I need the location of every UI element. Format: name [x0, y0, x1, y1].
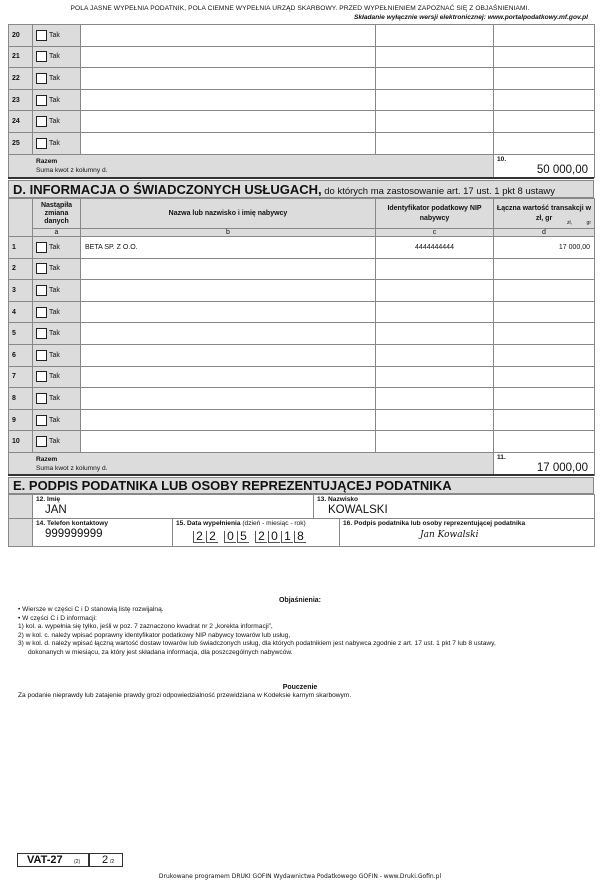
transaction-value-cell[interactable] — [494, 68, 595, 90]
date-digit: 2 — [255, 531, 267, 543]
tak-label: Tak — [49, 74, 60, 82]
checkbox-icon[interactable] — [36, 263, 47, 274]
phone-value: 999999999 — [45, 528, 103, 540]
form-version: (2) — [74, 859, 81, 865]
change-checkbox[interactable] — [33, 388, 81, 410]
tak-label: Tak — [49, 438, 60, 446]
change-checkbox[interactable] — [33, 344, 81, 366]
section-d-sum-row — [9, 452, 595, 475]
change-checkbox[interactable] — [33, 409, 81, 431]
tak-label: Tak — [49, 96, 60, 104]
tak-label: Tak — [49, 139, 60, 147]
section-d-row — [9, 388, 595, 410]
buyer-nip-cell[interactable] — [376, 280, 494, 302]
buyer-nip-cell[interactable] — [376, 366, 494, 388]
section-d-sum-sublabel: Suma kwot z kolumny d. — [36, 464, 108, 472]
row-number: 8 — [9, 388, 33, 410]
form-code-box — [17, 853, 89, 867]
buyer-name-cell[interactable] — [81, 46, 376, 68]
column-d-gr: gr — [586, 220, 591, 226]
transaction-value-cell[interactable] — [494, 431, 595, 453]
date-digit: 2 — [206, 531, 218, 543]
change-checkbox[interactable] — [33, 301, 81, 323]
buyer-name-cell[interactable] — [81, 89, 376, 111]
change-checkbox[interactable] — [33, 431, 81, 453]
section-d-title: D. INFORMACJA O ŚWIADCZONYCH USŁUGACH, — [13, 182, 322, 197]
transaction-value-cell[interactable] — [494, 301, 595, 323]
section-e-title: E. PODPIS PODATNIKA LUB OSOBY REPREZENTUJĄCEJ PODATNIKA — [13, 478, 452, 493]
row-number: 20 — [9, 25, 33, 47]
row-number: 5 — [9, 323, 33, 345]
row-number: 6 — [9, 344, 33, 366]
change-checkbox[interactable] — [33, 323, 81, 345]
section-d-row — [9, 344, 595, 366]
field-10-cell[interactable] — [494, 154, 595, 177]
checkbox-icon[interactable] — [36, 51, 47, 62]
buyer-name-cell[interactable] — [81, 323, 376, 345]
buyer-nip-cell[interactable] — [376, 111, 494, 133]
row-number: 10 — [9, 431, 33, 453]
transaction-value-cell[interactable] — [494, 111, 595, 133]
section-d-row — [9, 409, 595, 431]
explanation-item: 1) kol. a. wypełnia się tylko, jeśli w poz. 7 zaznaczono kwadrat nr 2 „korekta informacji”, — [18, 623, 273, 630]
buyer-nip-cell[interactable] — [376, 89, 494, 111]
change-checkbox[interactable] — [33, 258, 81, 280]
buyer-name-cell[interactable] — [81, 280, 376, 302]
first-name-label: 12. Imię — [36, 496, 61, 503]
tak-label: Tak — [49, 243, 60, 251]
buyer-nip-cell[interactable] — [376, 258, 494, 280]
date-digits — [173, 528, 339, 543]
section-d-header-row — [9, 199, 595, 229]
column-d-label: Łączna wartość transakcji w zł, gr — [496, 204, 592, 222]
section-c-sum-label: Razem — [36, 157, 58, 165]
checkbox-icon[interactable] — [36, 328, 47, 339]
row-number: 25 — [9, 132, 33, 154]
date-digit: 0 — [268, 531, 280, 543]
buyer-name-cell[interactable] — [81, 301, 376, 323]
section-d-row — [9, 431, 595, 453]
phone-label: 14. Telefon kontaktowy — [36, 520, 109, 527]
section-d-sum-label: Razem — [36, 455, 58, 463]
transaction-value-cell[interactable] — [494, 366, 595, 388]
section-d-row — [9, 237, 595, 259]
notice-title: Pouczenie — [282, 684, 318, 691]
date-digit: 2 — [193, 531, 205, 543]
transaction-value-cell[interactable] — [494, 25, 595, 47]
buyer-name-cell[interactable] — [81, 111, 376, 133]
checkbox-icon[interactable] — [36, 350, 47, 361]
signature-image: Jan Kowalski — [420, 530, 479, 540]
row-number: 24 — [9, 111, 33, 133]
section-d-row — [9, 280, 595, 302]
buyer-name-cell[interactable] — [81, 258, 376, 280]
date-digit: 8 — [294, 531, 306, 543]
field-11-cell[interactable] — [494, 452, 595, 475]
checkbox-icon[interactable] — [36, 242, 47, 253]
section-d-subtitle: do których ma zastosowanie art. 17 ust. 1 pkt 8 ustawy — [321, 186, 556, 197]
buyer-nip-cell[interactable] — [376, 409, 494, 431]
section-c-sum-sublabel: Suma kwot z kolumny d. — [36, 166, 108, 174]
explanation-item: 2) w kol. c. należy wpisać poprawny identyfikator podatkowy NIP nabywcy towarów lub usług, — [18, 631, 291, 639]
section-e-table — [8, 494, 595, 547]
section-d-heading — [8, 180, 594, 198]
change-checkbox[interactable] — [33, 132, 81, 154]
explanation-item: dokonanych w miesiącu, za który jest składana informacja, dla poszczególnych nabywców. — [28, 648, 293, 656]
section-c-row — [9, 68, 595, 90]
header-electronic-note: Składanie wyłącznie wersji elektronicznej: www.portalpodatkowy.mf.gov.pl — [353, 14, 588, 21]
buyer-name-cell[interactable] — [81, 431, 376, 453]
buyer-nip-cell[interactable] — [376, 132, 494, 154]
tak-label: Tak — [49, 394, 60, 402]
buyer-name-cell[interactable] — [81, 409, 376, 431]
section-c-sum-row — [9, 154, 595, 177]
section-d-row — [9, 258, 595, 280]
section-c-row — [9, 25, 595, 47]
transaction-value-cell[interactable] — [494, 46, 595, 68]
tak-label: Tak — [49, 265, 60, 273]
field-11-number: 11. — [497, 453, 506, 461]
section-e-heading — [8, 477, 594, 494]
change-checkbox[interactable] — [33, 68, 81, 90]
checkbox-icon[interactable] — [36, 415, 47, 426]
checkbox-icon[interactable] — [36, 138, 47, 149]
date-digit: 5 — [237, 531, 249, 543]
tak-label: Tak — [49, 351, 60, 359]
explanations-body — [18, 606, 496, 657]
row-number: 21 — [9, 46, 33, 68]
tak-label: Tak — [49, 286, 60, 294]
date-digit: 0 — [224, 531, 236, 543]
explanation-item: 3) w kol. d. należy wpisać łączną wartość dostaw towarów lub świadczonych usług, dla których podatnikiem jest nabywca zgodnie z art. 17 ust. 1 pkt 7 lub 8 ustawy, — [18, 640, 496, 647]
phone-field[interactable] — [33, 519, 173, 547]
checkbox-icon[interactable] — [36, 95, 47, 106]
change-checkbox[interactable] — [33, 366, 81, 388]
field-10-number: 10. — [497, 155, 507, 163]
buyer-nip-cell[interactable] — [376, 323, 494, 345]
buyer-name-cell[interactable] — [81, 25, 376, 47]
section-d-row — [9, 323, 595, 345]
row-number: 4 — [9, 301, 33, 323]
column-d-header — [494, 199, 595, 229]
row-number: 22 — [9, 68, 33, 90]
signature-field[interactable] — [340, 519, 595, 547]
row-number: 2 — [9, 258, 33, 280]
last-name-field[interactable] — [314, 495, 595, 519]
change-checkbox[interactable] — [33, 89, 81, 111]
column-d-letter: d — [494, 229, 595, 237]
checkbox-icon[interactable] — [36, 30, 47, 41]
checkbox-icon[interactable] — [36, 116, 47, 127]
page-total: /2 — [110, 859, 115, 865]
tak-label: Tak — [49, 373, 60, 381]
last-name-value: KOWALSKI — [328, 504, 388, 516]
buyer-nip-cell[interactable]: 4444444444 — [376, 237, 494, 259]
column-b-letter: b — [81, 229, 376, 237]
row-number: 23 — [9, 89, 33, 111]
column-d-zl: zł, — [567, 220, 572, 226]
buyer-nip-cell[interactable] — [376, 301, 494, 323]
buyer-name-cell[interactable]: BETA SP. Z O.O. — [81, 237, 376, 259]
section-c-table — [8, 24, 595, 178]
transaction-value-cell[interactable] — [494, 280, 595, 302]
column-a-header: Nastąpiła zmiana danych — [33, 199, 81, 229]
transaction-value-cell[interactable] — [494, 258, 595, 280]
page-number: 2 — [102, 854, 109, 866]
row-number: 7 — [9, 366, 33, 388]
checkbox-icon[interactable] — [36, 73, 47, 84]
header-instruction: POLA JASNE WYPEŁNIA PODATNIK, POLA CIEMNE WYPEŁNIA URZĄD SKARBOWY. PRZED WYPEŁNIENIEM ZAPOZNAĆ SIĘ Z OBJAŚNIENIAMI. — [70, 5, 530, 12]
section-divider — [8, 474, 594, 476]
date-hint: (dzień - miesiąc - rok) — [240, 520, 306, 527]
section-c-row — [9, 111, 595, 133]
last-name-label: 13. Nazwisko — [317, 496, 359, 503]
section-divider — [8, 177, 594, 179]
row-number: 1 — [9, 237, 33, 259]
change-checkbox[interactable] — [33, 46, 81, 68]
checkbox-icon[interactable] — [36, 371, 47, 382]
tak-label: Tak — [49, 330, 60, 338]
column-letters-row — [9, 229, 595, 237]
row-number: 3 — [9, 280, 33, 302]
section-d-table — [8, 198, 595, 476]
section-d-row — [9, 366, 595, 388]
transaction-value-cell[interactable] — [494, 388, 595, 410]
buyer-name-cell[interactable] — [81, 344, 376, 366]
buyer-name-cell[interactable] — [81, 388, 376, 410]
explanation-bullet: • W części C i D informacji: — [18, 614, 97, 622]
transaction-value-cell[interactable] — [494, 344, 595, 366]
field-10-value: 50 000,00 — [536, 163, 588, 176]
tak-label: Tak — [49, 416, 60, 424]
section-d-row — [9, 301, 595, 323]
buyer-nip-cell[interactable] — [376, 431, 494, 453]
buyer-nip-cell[interactable] — [376, 388, 494, 410]
column-b-header: Nazwa lub nazwisko i imię nabywcy — [81, 199, 376, 229]
date-digit: 1 — [281, 531, 293, 543]
checkbox-icon[interactable] — [36, 436, 47, 447]
transaction-value-cell[interactable] — [494, 89, 595, 111]
row-number: 9 — [9, 409, 33, 431]
explanations-title: Objaśnienia: — [278, 597, 321, 604]
first-name-value: JAN — [45, 504, 67, 516]
tak-label: Tak — [49, 118, 60, 126]
transaction-value-cell[interactable] — [494, 323, 595, 345]
checkbox-icon[interactable] — [36, 307, 47, 318]
buyer-nip-cell[interactable] — [376, 25, 494, 47]
transaction-value-cell[interactable]: 17 000,00 — [494, 237, 595, 259]
date-label: 15. Data wypełnienia — [176, 520, 241, 527]
first-name-field[interactable] — [33, 495, 314, 519]
section-c-row — [9, 132, 595, 154]
change-checkbox[interactable] — [33, 280, 81, 302]
column-a-letter: a — [33, 229, 81, 237]
tak-label: Tak — [49, 31, 60, 39]
buyer-nip-cell[interactable] — [376, 46, 494, 68]
transaction-value-cell[interactable] — [494, 132, 595, 154]
change-checkbox[interactable] — [33, 111, 81, 133]
signature-label: 16. Podpis podatnika lub osoby reprezentującej podatnika — [343, 520, 526, 527]
section-c-row — [9, 89, 595, 111]
change-checkbox[interactable] — [33, 25, 81, 47]
buyer-name-cell[interactable] — [81, 366, 376, 388]
change-checkbox[interactable] — [33, 237, 81, 259]
page-number-box — [89, 853, 123, 867]
tak-label: Tak — [49, 53, 60, 61]
buyer-name-cell[interactable] — [81, 68, 376, 90]
buyer-nip-cell[interactable] — [376, 344, 494, 366]
column-c-header: Identyfikator podatkowy NIP nabywcy — [376, 199, 494, 229]
checkbox-icon[interactable] — [36, 285, 47, 296]
column-c-letter: c — [376, 229, 494, 237]
buyer-name-cell[interactable] — [81, 132, 376, 154]
notice-text: Za podanie nieprawdy lub zatajenie prawdy grozi odpowiedzialność przewidziana w Kodeksie karnym skarbowym. — [18, 692, 352, 699]
buyer-nip-cell[interactable] — [376, 68, 494, 90]
date-field[interactable] — [173, 519, 340, 547]
tak-label: Tak — [49, 308, 60, 316]
field-11-value: 17 000,00 — [536, 461, 588, 474]
transaction-value-cell[interactable] — [494, 409, 595, 431]
form-code: VAT-27 — [27, 854, 63, 866]
printed-by: Drukowane programem DRUKI GOFIN Wydawnictwa Podatkowego GOFIN - www.Druki.Gofin.pl — [158, 873, 442, 880]
explanation-bullet: • Wiersze w części C i D stanowią listę rozwijalną. — [18, 606, 164, 613]
section-c-row — [9, 46, 595, 68]
checkbox-icon[interactable] — [36, 393, 47, 404]
